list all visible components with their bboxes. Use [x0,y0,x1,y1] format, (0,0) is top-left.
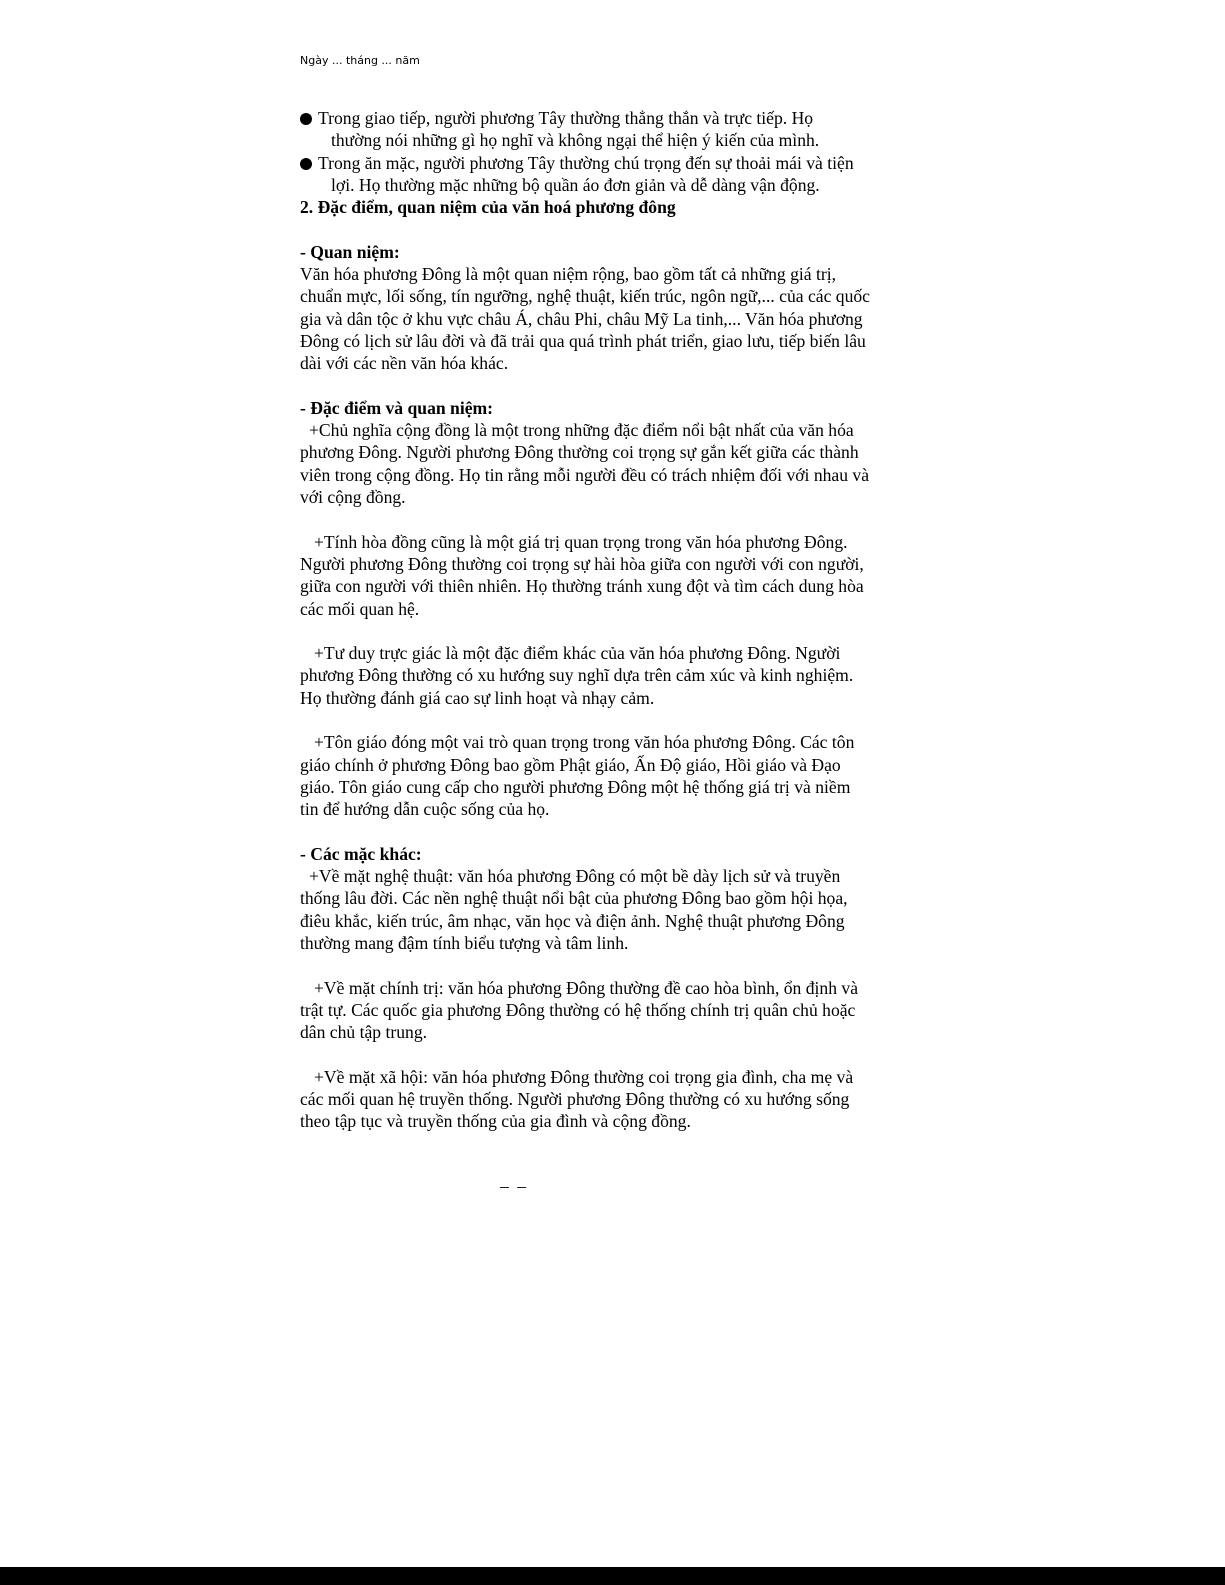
bottom-border [0,1567,1225,1585]
paragraph-line: Văn hóa phương Đông là một quan niệm rộng, bao gồm tất cả những giá trị, [300,264,837,285]
paragraph-line: theo tập tục và truyền thống của gia đình và cộng đồng. [300,1111,691,1132]
date-header: Ngày ... tháng ... năm [300,54,420,67]
paragraph-line: giáo chính ở phương Đông bao gồm Phật giáo, Ấn Độ giáo, Hồi giáo và Đạo [300,754,841,775]
paragraph-line: với cộng đồng. [300,487,406,508]
paragraph-line: dài với các nền văn hóa khác. [300,353,509,374]
society-paragraph [300,1066,940,1133]
paragraph-line: trật tự. Các quốc gia phương Đông thường có hệ thống chính trị quân chủ hoặc [300,999,856,1020]
paragraph-line: +Về mặt nghệ thuật: văn hóa phương Đông có một bề dày lịch sử và truyền [309,866,841,887]
paragraph-line: giữa con người với thiên nhiên. Họ thường tránh xung đột và tìm cách dung hòa [300,576,864,597]
bullet-text-continued: thường nói những gì họ nghĩ và không ngại thể hiện ý kiến của mình. [331,130,820,151]
paragraph-line: +Tôn giáo đóng một vai trò quan trọng trong văn hóa phương Đông. Các tôn [314,732,855,753]
bullet-item [300,152,940,174]
concept-heading: - Quan niệm: [300,241,400,262]
paragraph-line: Đông có lịch sử lâu đời và đã trải qua quá trình phát triển, giao lưu, tiếp biến lâu [300,330,866,351]
paragraph-line: +Chủ nghĩa cộng đồng là một trong những đặc điểm nổi bật nhất của văn hóa [309,420,854,441]
harmony-paragraph [300,531,940,620]
paragraph-line: phương Đông. Người phương Đông thường coi trọng sự gắn kết giữa các thành [300,442,859,463]
other-aspects-heading: - Các mặc khác: [300,843,422,864]
intuition-paragraph [300,642,940,709]
paragraph-line: dân chủ tập trung. [300,1022,428,1043]
document-body [300,107,940,1133]
paragraph-line: các mối quan hệ truyền thống. Người phương Đông thường có xu hướng sống [300,1089,850,1110]
paragraph-line: Họ thường đánh giá cao sự linh hoạt và nhạy cảm. [300,687,655,708]
paragraph-line: các mối quan hệ. [300,598,420,619]
concept-paragraph [300,263,940,374]
bullet-item [300,107,940,129]
paragraph-line: gia và dân tộc ở khu vực châu Á, châu Phi, châu Mỹ La tinh,... Văn hóa phương [300,308,863,329]
paragraph-line: +Tính hòa đồng cũng là một giá trị quan trọng trong văn hóa phương Đông. [314,531,848,552]
paragraph-line: +Về mặt chính trị: văn hóa phương Đông thường đề cao hòa bình, ổn định và [314,977,859,998]
paragraph-line: +Về mặt xã hội: văn hóa phương Đông thường coi trọng gia đình, cha mẹ và [314,1066,854,1087]
bullet-text-continued: lợi. Họ thường mặc những bộ quần áo đơn giản và dễ dàng vận động. [331,174,820,195]
page-marker: – – [500,1176,528,1196]
features-heading: - Đặc điểm và quan niệm: [300,397,494,418]
bullet-dot-icon [300,113,312,125]
paragraph-line: phương Đông thường có xu hướng suy nghĩ dựa trên cảm xúc và kinh nghiệm. [300,665,854,686]
paragraph-line: điêu khắc, kiến trúc, âm nhạc, văn học và điện ảnh. Nghệ thuật phương Đông [300,910,845,931]
religion-paragraph [300,731,940,820]
community-paragraph [300,419,940,508]
paragraph-line: thống lâu đời. Các nền nghệ thuật nổi bật của phương Đông bao gồm hội họa, [300,888,848,909]
paragraph-line: Người phương Đông thường coi trọng sự hài hòa giữa con người với con người, [300,553,864,574]
section-heading: 2. Đặc điểm, quan niệm của văn hoá phương đông [300,197,676,218]
paragraph-line: thường mang đậm tính biểu tượng và tâm linh. [300,932,629,953]
art-paragraph [300,865,940,954]
bullet-text: Trong ăn mặc, người phương Tây thường chú trọng đến sự thoải mái và tiện [318,152,854,173]
paragraph-line: chuẩn mực, lối sống, tín ngưỡng, nghệ thuật, kiến trúc, ngôn ngữ,... của các quốc [300,286,870,307]
politics-paragraph [300,977,940,1044]
bullet-dot-icon [300,158,312,170]
bullet-text: Trong giao tiếp, người phương Tây thường thẳng thắn và trực tiếp. Họ [318,108,814,128]
paragraph-line: viên trong cộng đồng. Họ tin rằng mỗi người đều có trách nhiệm đối với nhau và [300,464,870,485]
paragraph-line: tin để hướng dẫn cuộc sống của họ. [300,799,550,820]
paragraph-line: giáo. Tôn giáo cung cấp cho người phương Đông một hệ thống giá trị và niềm [300,776,851,797]
paragraph-line: +Tư duy trực giác là một đặc điểm khác của văn hóa phương Đông. Người [314,643,841,664]
